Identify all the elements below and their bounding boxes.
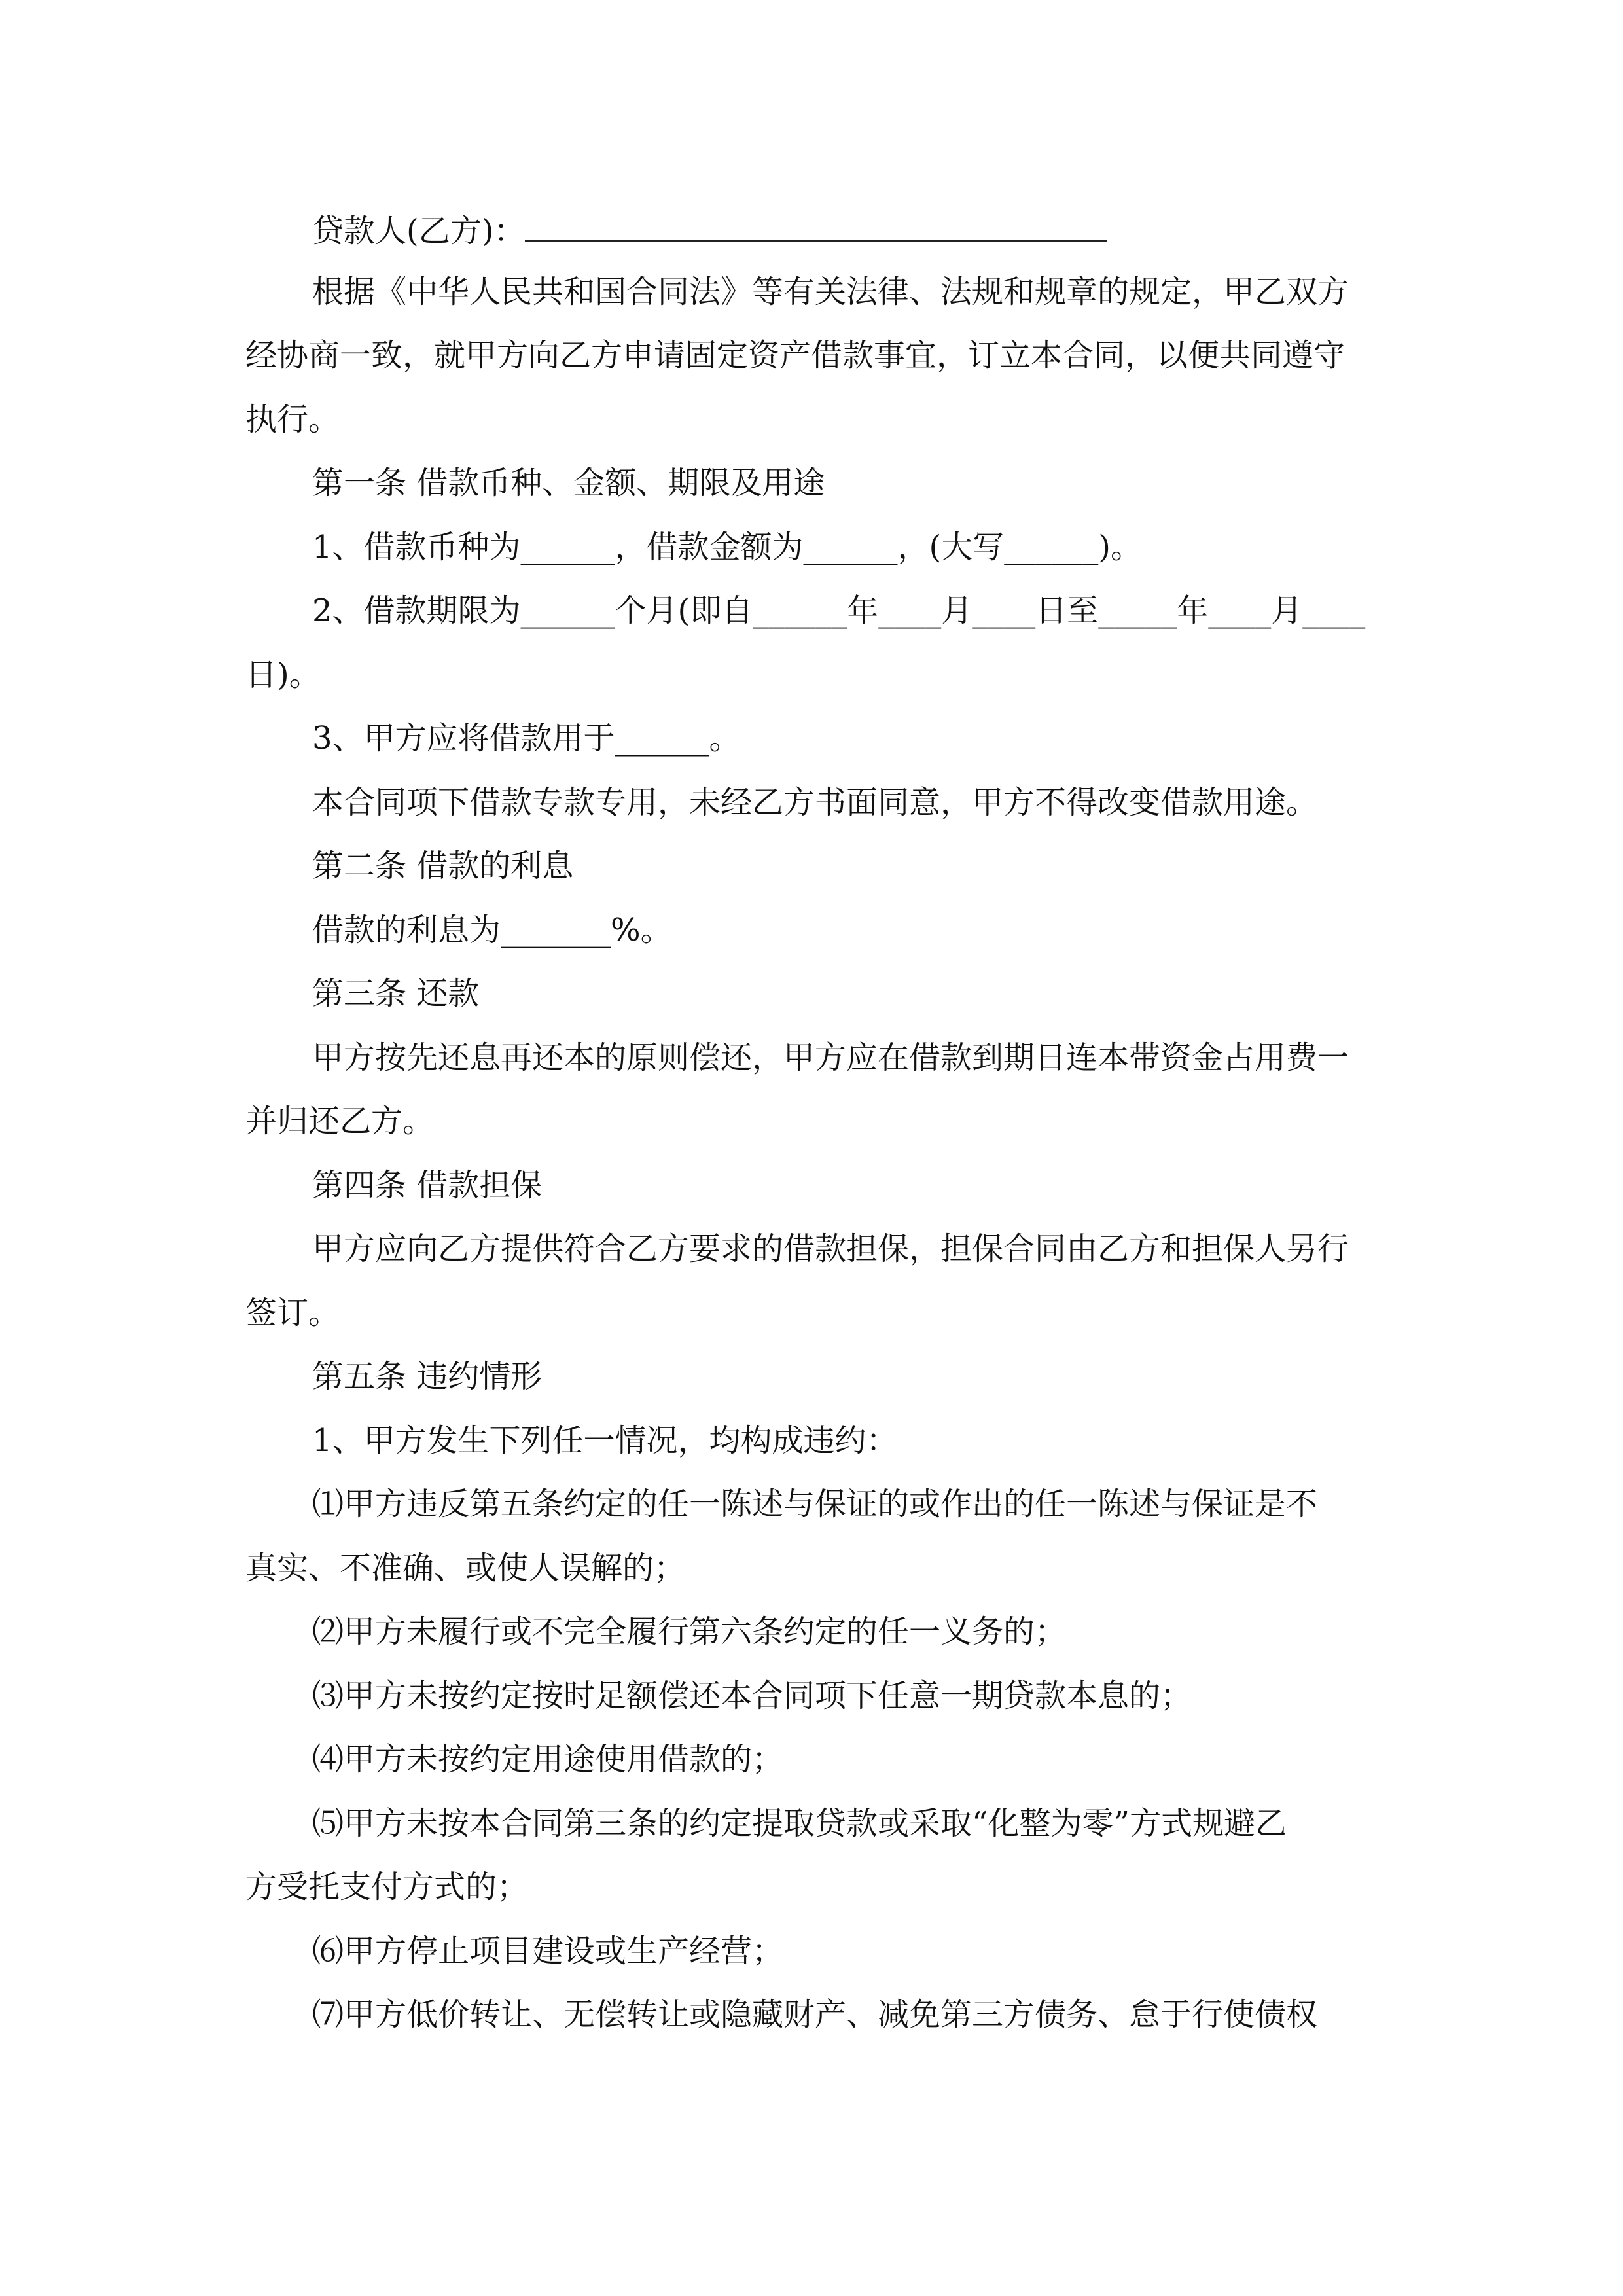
signature-blank[interactable] <box>525 211 1107 242</box>
paragraph-line: 借款的利息为_______%。 <box>312 912 672 948</box>
article-heading: 第三条 还款 <box>312 975 480 1012</box>
paragraph-line: 并归还乙方。 <box>245 1103 435 1139</box>
paragraph-line: ⑵甲方未履行或不完全履行第六条约定的任一义务的； <box>312 1613 1067 1650</box>
paragraph-line: ⑴甲方违反第五条约定的任一陈述与保证的或作出的任一陈述与保证是不 <box>312 1486 1318 1522</box>
paragraph-line: 根据《中华人民共和国合同法》等有关法律、法规和规章的规定，甲乙双方 <box>312 274 1349 310</box>
paragraph-line: 甲方按先还息再还本的原则偿还，甲方应在借款到期日连本带资金占用费一 <box>312 1039 1349 1076</box>
paragraph-line: 1、借款币种为______，借款金额为______，(大写______)。 <box>312 529 1142 565</box>
article-heading: 第五条 违约情形 <box>312 1358 543 1395</box>
paragraph-line: 日)。 <box>245 656 321 693</box>
paragraph-line: ⑷甲方未按约定用途使用借款的； <box>312 1741 784 1778</box>
paragraph-line: 1、甲方发生下列任一情况，均构成违约： <box>312 1422 898 1459</box>
paragraph-line: 3、甲方应将借款用于______。 <box>312 720 741 757</box>
paragraph-line: 本合同项下借款专款专用，未经乙方书面同意，甲方不得改变借款用途。 <box>312 784 1318 821</box>
paragraph-line: 2、借款期限为______个月(即自______年____月____日至_____年____月____ <box>312 592 1366 629</box>
article-heading: 第四条 借款担保 <box>312 1167 543 1204</box>
paragraph-line: 甲方应向乙方提供符合乙方要求的借款担保，担保合同由乙方和担保人另行 <box>312 1230 1349 1267</box>
paragraph-line: 真实、不准确、或使人误解的； <box>245 1550 686 1587</box>
article-heading: 第一条 借款币种、金额、期限及用途 <box>312 465 825 501</box>
paragraph-line: ⑹甲方停止项目建设或生产经营； <box>312 1933 784 1969</box>
article-heading: 第二条 借款的利息 <box>312 848 574 884</box>
paragraph-line: ⑸甲方未按本合同第三条的约定提取贷款或采取“化整为零”方式规避乙 <box>312 1805 1287 1842</box>
paragraph-line: ⑺甲方低价转让、无偿转让或隐藏财产、减免第三方债务、怠于行使债权 <box>312 1996 1318 2033</box>
borrower-party-line <box>0 210 1623 252</box>
paragraph-line: 签订。 <box>245 1295 340 1331</box>
paragraph-line: 方受托支付方式的； <box>245 1869 529 1905</box>
paragraph-line: 经协商一致，就甲方向乙方申请固定资产借款事宜，订立本合同，以便共同遵守 <box>245 337 1346 374</box>
borrower-party-label: 贷款人(乙方)： <box>312 213 526 249</box>
paragraph-line: ⑶甲方未按约定按时足额偿还本合同项下任意一期贷款本息的； <box>312 1677 1192 1714</box>
paragraph-line: 执行。 <box>245 401 340 438</box>
